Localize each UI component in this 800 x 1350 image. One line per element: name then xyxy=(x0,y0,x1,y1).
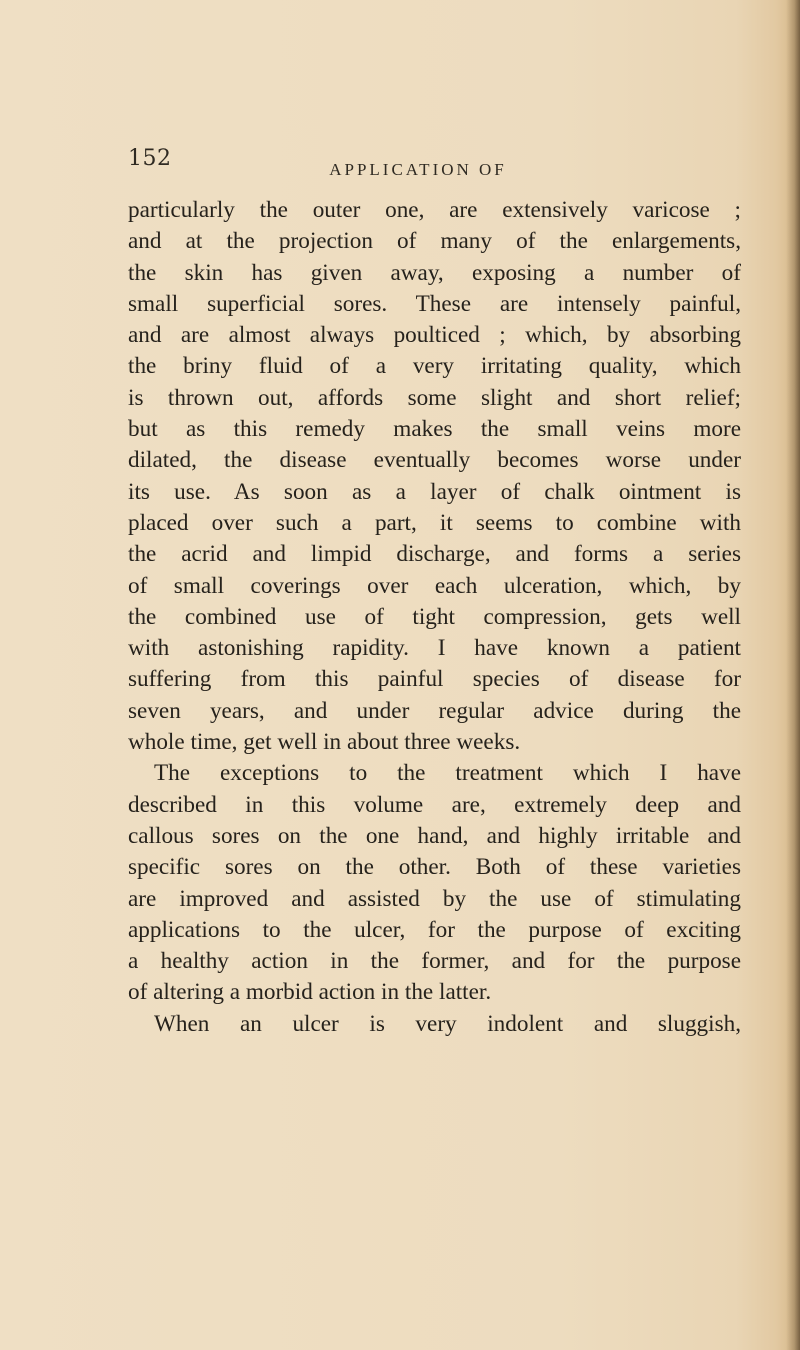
body-text xyxy=(128,195,741,1040)
text-line: are improved and assisted by the use of stimulating xyxy=(128,885,741,912)
text-line: described in this volume are, extremely deep and xyxy=(128,791,741,818)
text-line: the briny fluid of a very irritating quality, which xyxy=(128,353,741,380)
text-line: the skin has given away, exposing a number of xyxy=(128,259,741,286)
text-line: the combined use of tight compression, gets well xyxy=(128,603,741,630)
page-edge-shadow xyxy=(786,0,800,1350)
running-head: APPLICATION OF xyxy=(329,160,507,179)
text-line: callous sores on the one hand, and highly irritable and xyxy=(128,822,741,849)
text-line: of altering a morbid action in the latter. xyxy=(128,979,492,1006)
text-line: with astonishing rapidity. I have known a patient xyxy=(128,635,741,662)
text-line: suffering from this painful species of disease for xyxy=(128,666,741,693)
text-line: of small coverings over each ulceration, which, by xyxy=(128,572,741,599)
text-line: seven years, and under regular advice during the xyxy=(128,697,741,724)
text-line: dilated, the disease eventually becomes worse under xyxy=(128,447,741,474)
text-line: The exceptions to the treatment which I have xyxy=(154,760,741,787)
text-line: placed over such a part, it seems to combine with xyxy=(128,509,741,536)
page-number: 152 xyxy=(128,146,172,171)
text-line: applications to the ulcer, for the purpose of exciting xyxy=(128,916,741,943)
text-line: whole time, get well in about three weeks. xyxy=(128,729,521,756)
text-line: is thrown out, affords some slight and short relief; xyxy=(128,384,741,411)
text-line: particularly the outer one, are extensively varicose ; xyxy=(128,197,741,223)
text-line: When an ulcer is very indolent and sluggish, xyxy=(154,1010,741,1037)
text-line: and are almost always poulticed ; which, by absorbing xyxy=(128,322,741,349)
text-line: the acrid and limpid discharge, and forms a series xyxy=(128,541,741,568)
text-line: specific sores on the other. Both of these varieties xyxy=(128,854,741,881)
text-line: its use. As soon as a layer of chalk ointment is xyxy=(128,478,741,505)
text-line: small superficial sores. These are intensely painful, xyxy=(128,290,741,317)
text-line: a healthy action in the former, and for the purpose xyxy=(128,948,741,975)
text-line: and at the projection of many of the enlargements, xyxy=(128,228,741,255)
text-line: but as this remedy makes the small veins more xyxy=(128,416,741,443)
